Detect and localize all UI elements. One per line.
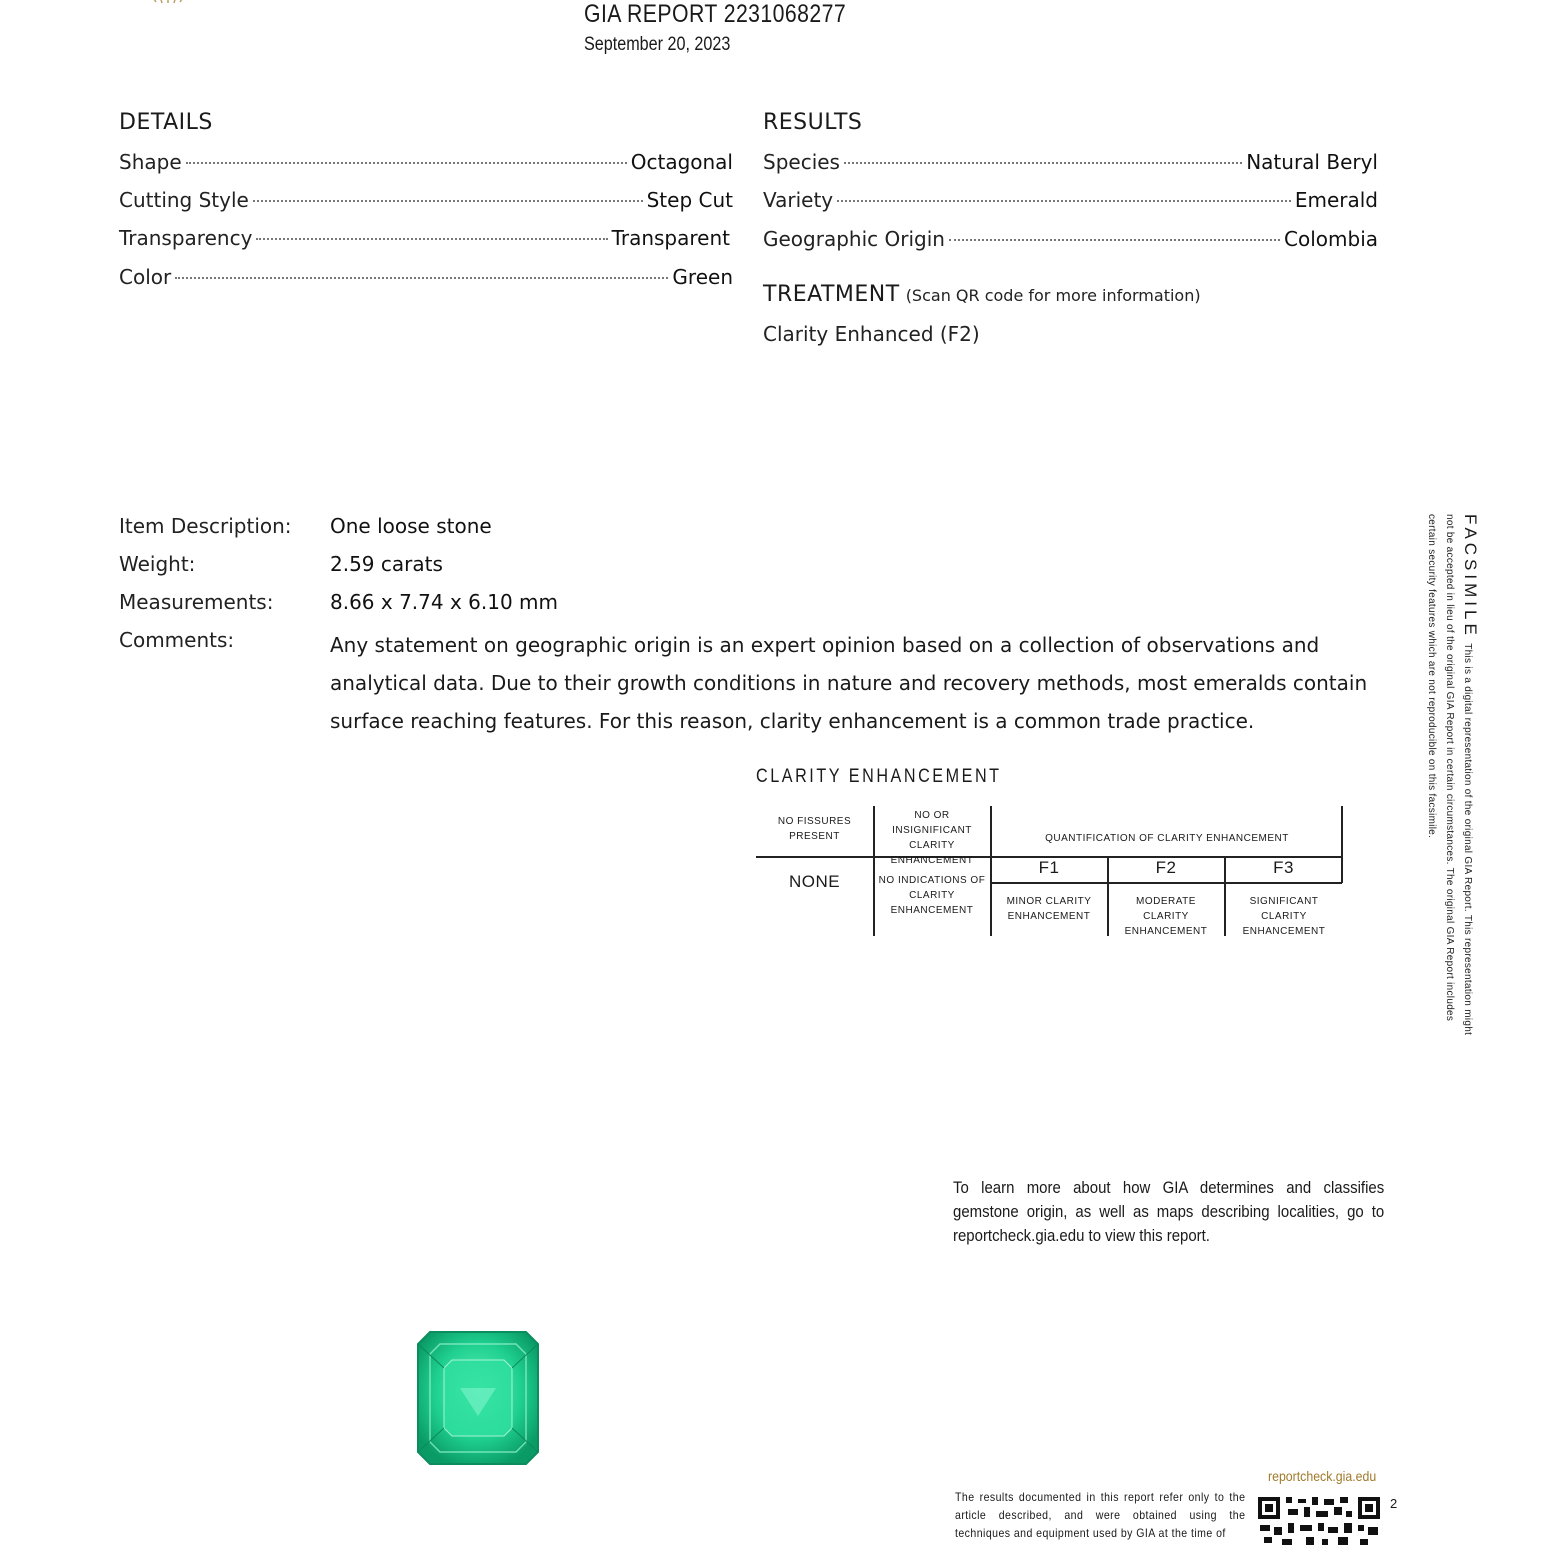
item-description-label: Item Description:	[119, 514, 292, 538]
facsimile-notice	[1424, 514, 1480, 1044]
leader-dots	[949, 239, 1280, 241]
leader-dots	[175, 277, 668, 279]
item-description-value: One loose stone	[330, 514, 492, 538]
leader-dots	[253, 200, 643, 202]
detail-value: Green	[672, 265, 733, 289]
footer-note: The results documented in this report refer only to the article described, and were obtained using the techniques and equipment used by GIA at the time of	[955, 1490, 1246, 1540]
detail-row-shape	[119, 150, 733, 174]
detail-value: Step Cut	[646, 188, 733, 212]
f2-description: MODERATE CLARITY ENHANCEMENT	[1124, 896, 1208, 937]
f1-label: F1	[1038, 858, 1060, 877]
detail-value: Transparent	[611, 226, 730, 250]
measurements-label: Measurements:	[119, 590, 274, 614]
gia-logo-fragment	[150, 0, 210, 4]
detail-label: Color	[119, 265, 172, 289]
f3-description: SIGNIFICANT CLARITY ENHANCEMENT	[1242, 896, 1326, 937]
detail-row-transparency	[119, 226, 730, 250]
table-rule	[990, 882, 1342, 884]
weight-label: Weight:	[119, 552, 196, 576]
result-label: Geographic Origin	[763, 227, 945, 251]
detail-label: Shape	[119, 150, 182, 174]
clarity-enhancement-table	[756, 806, 1342, 936]
emerald-stone-image	[416, 1330, 540, 1466]
treatment-note: (Scan QR code for more information)	[905, 286, 1201, 305]
result-row-geographic-origin	[763, 227, 1378, 251]
detail-row-color	[119, 265, 733, 289]
none-cell: NONE	[788, 872, 841, 891]
result-row-species	[763, 150, 1378, 174]
learn-more-paragraph: To learn more about how GIA determines and classifies gemstone origin, as well as maps describing localities, go to reportcheck.gia.edu to view this report.	[953, 1178, 1385, 1245]
leader-dots	[844, 162, 1242, 164]
f3-label: F3	[1273, 858, 1294, 877]
no-fissures-header: NO FISSURES PRESENT	[777, 816, 852, 842]
result-label: Variety	[763, 188, 834, 212]
page-number: 2	[1390, 1496, 1398, 1511]
result-label: Species	[763, 150, 840, 174]
result-value: Colombia	[1284, 227, 1378, 251]
detail-label: Transparency	[119, 226, 253, 250]
measurements-value: 8.66 x 7.74 x 6.10 mm	[330, 590, 559, 614]
result-value: Emerald	[1294, 188, 1378, 212]
details-heading: DETAILS	[119, 110, 213, 135]
result-value: Natural Beryl	[1246, 150, 1378, 174]
treatment-heading: TREATMENT	[763, 282, 900, 307]
detail-value: Octagonal	[630, 150, 733, 174]
clarity-enhancement-title: CLARITY ENHANCEMENT	[756, 766, 1002, 787]
report-date: September 20, 2023	[584, 34, 731, 55]
f1-description: MINOR CLARITY ENHANCEMENT	[1006, 896, 1092, 922]
facsimile-word: FACSIMILE	[1461, 514, 1480, 639]
quantification-header: QUANTIFICATION OF CLARITY ENHANCEMENT	[1045, 833, 1289, 844]
no-or-insignificant-header: NO OR INSIGNIFICANT CLARITY ENHANCEMENT	[890, 810, 974, 866]
report-title: GIA REPORT 2231068277	[584, 0, 847, 28]
detail-label: Cutting Style	[119, 188, 249, 212]
reportcheck-link[interactable]: reportcheck.gia.edu	[1268, 1468, 1377, 1484]
detail-row-cutting-style	[119, 188, 733, 212]
treatment-heading-row	[763, 282, 1201, 307]
results-heading: RESULTS	[763, 110, 863, 135]
weight-value: 2.59 carats	[330, 552, 443, 576]
no-indications-cell: NO INDICATIONS OF CLARITY ENHANCEMENT	[878, 875, 986, 916]
f2-label: F2	[1155, 858, 1177, 877]
result-row-variety	[763, 188, 1378, 212]
leader-dots	[837, 200, 1291, 202]
comments-value: Any statement on geographic origin is an expert opinion based on a collection of observations and analytical data. Due to their growth conditions in nature and recovery methods, most emeralds contain surface reaching features. For this reason, clarity enhancement is a common trade practice.	[330, 633, 1368, 733]
qr-code[interactable]	[1258, 1495, 1382, 1545]
treatment-value: Clarity Enhanced (F2)	[763, 322, 980, 346]
comments-label: Comments:	[119, 628, 235, 652]
leader-dots	[186, 162, 627, 164]
leader-dots	[256, 238, 607, 240]
facsimile-text: This is a digital representation of the original GIA Report. This representation might not be accepted in lieu of the original GIA Report in certain circumstances. The original GIA Report includes certain security features which are not reproducible on this facsimile.	[1426, 514, 1473, 1036]
